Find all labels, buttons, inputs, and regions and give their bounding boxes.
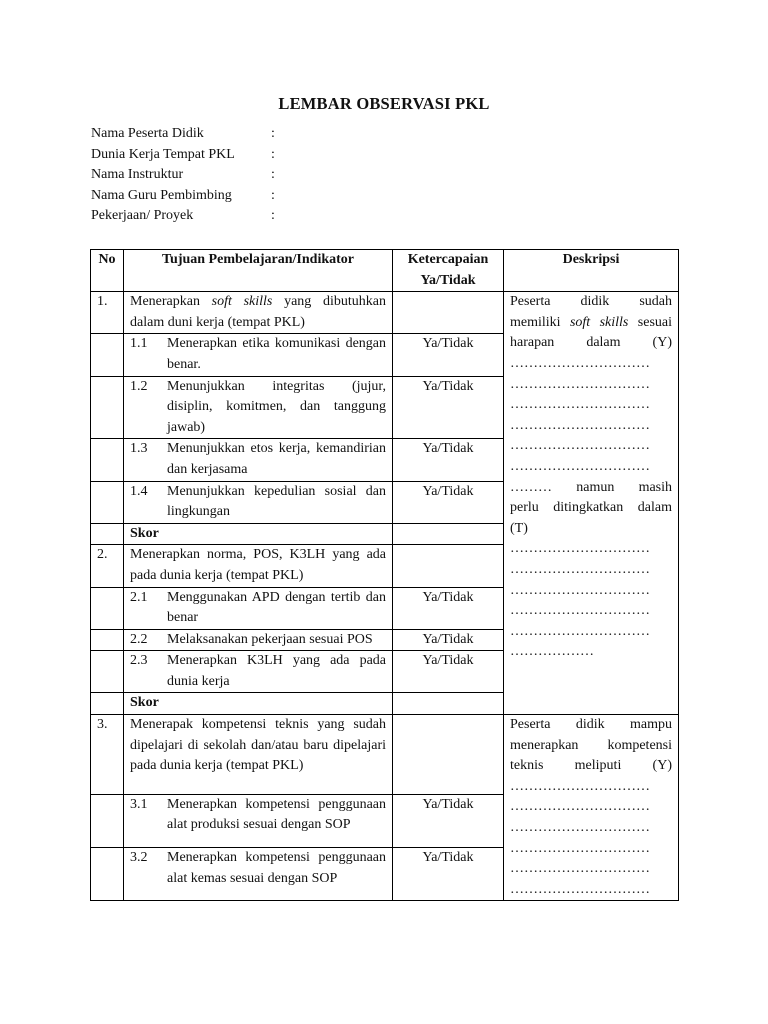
header-deskripsi: Deskripsi: [504, 250, 679, 292]
field-pekerjaan-proyek: [91, 206, 391, 227]
description-text-italic: soft skills: [569, 314, 629, 330]
description-block-1: [504, 292, 679, 715]
field-colon: :: [271, 167, 275, 182]
table-row: [91, 292, 679, 334]
row-number: [91, 523, 124, 545]
dotted-line: …………………………: [510, 603, 650, 619]
indicator-cell: [124, 847, 393, 900]
header-no: No: [91, 250, 124, 292]
table-header-row: [91, 250, 679, 292]
dotted-line: …………………………: [510, 861, 650, 877]
document-title: LEMBAR OBSERVASI PKL: [278, 94, 490, 113]
achievement-cell: [393, 292, 504, 334]
dotted-line: …………………………: [510, 355, 650, 371]
indicator-cell: [124, 376, 393, 439]
indicator-number: 1.2: [130, 378, 148, 394]
row-number: [91, 847, 124, 900]
indicator-number: 2.1: [130, 589, 148, 605]
indicator-number: 1.3: [130, 441, 148, 457]
dotted-line: …………………………: [510, 438, 650, 454]
description-text-part: sesuai: [628, 314, 672, 330]
objective-text-italic: soft skills: [211, 294, 273, 310]
dotted-line: …………………………: [510, 561, 650, 577]
field-guru-pembimbing: [91, 186, 391, 207]
objective-text-part: Menerapkan: [130, 294, 212, 310]
objective-text: [124, 292, 393, 334]
dotted-line: …………………………: [510, 376, 650, 392]
row-number: [91, 651, 124, 693]
observation-table: [90, 249, 679, 901]
row-number: [91, 376, 124, 439]
dotted-line: …………………………: [510, 799, 650, 815]
dotted-line: …………………………: [510, 458, 650, 474]
field-nama-instruktur: [91, 165, 391, 186]
dotted-line: ………………: [510, 644, 594, 660]
indicator-text: Menunjukkan integritas (jujur, disiplin, komitmen, dan tanggung jawab): [167, 378, 386, 435]
dotted-line: …………………………: [510, 778, 650, 794]
indicator-text: Menunjukkan etos kerja, kemandirian dan kerjasama: [167, 441, 386, 477]
objective-text: Menerapkan norma, POS, K3LH yang ada pada dunia kerja (tempat PKL): [124, 545, 393, 587]
indicator-cell: [124, 651, 393, 693]
score-value-cell: [393, 523, 504, 545]
dotted-line: …………………………: [510, 541, 650, 557]
indicator-number: 3.2: [130, 849, 148, 865]
row-number: [91, 629, 124, 651]
dotted-line: …………………………: [510, 881, 650, 897]
row-number: [91, 481, 124, 523]
indicator-text: Menerapkan K3LH yang ada pada dunia kerja: [167, 653, 386, 689]
achievement-value: Ya/Tidak: [393, 629, 504, 651]
indicator-number: 1.4: [130, 483, 148, 499]
score-label: Skor: [124, 523, 393, 545]
dotted-line: …………………………: [510, 582, 650, 598]
field-label: Pekerjaan/ Proyek: [91, 208, 194, 223]
indicator-text: Menerapkan etika komunikasi dengan benar.: [167, 336, 386, 372]
field-colon: :: [271, 208, 275, 223]
description-line: harapan dalam (Y): [510, 335, 672, 351]
field-colon: :: [271, 187, 275, 203]
indicator-number: 2.2: [130, 631, 148, 647]
field-colon: :: [271, 126, 275, 141]
achievement-value: Ya/Tidak: [393, 587, 504, 629]
description-line: teknis meliputi (Y): [510, 758, 672, 774]
indicator-cell: [124, 629, 393, 651]
row-number: 1.: [91, 292, 124, 334]
field-label: Dunia Kerja Tempat PKL: [91, 146, 235, 162]
description-text-part: memiliki: [510, 314, 570, 330]
field-label: Nama Peserta Didik: [91, 126, 204, 141]
row-number: [91, 587, 124, 629]
field-colon: :: [271, 146, 275, 162]
description-line: Peserta didik mampu: [510, 717, 672, 733]
field-label: Nama Instruktur: [91, 167, 184, 182]
description-line: perlu ditingkatkan dalam: [510, 500, 672, 516]
score-label: Skor: [124, 693, 393, 715]
description-line: Peserta didik sudah: [510, 294, 672, 310]
achievement-value: Ya/Tidak: [393, 847, 504, 900]
row-number: [91, 334, 124, 376]
score-value-cell: [393, 693, 504, 715]
achievement-value: Ya/Tidak: [393, 794, 504, 847]
header-tujuan: Tujuan Pembelajaran/Indikator: [124, 250, 393, 292]
achievement-cell: [393, 715, 504, 794]
table-row: [91, 715, 679, 794]
field-dunia-kerja: [91, 145, 391, 166]
row-number: 2.: [91, 545, 124, 587]
indicator-text: Melaksanakan pekerjaan sesuai POS: [167, 631, 373, 647]
indicator-number: 1.1: [130, 336, 148, 352]
dotted-fragment: ………: [510, 479, 552, 495]
description-line: menerapkan kompetensi: [510, 737, 672, 753]
row-number: 3.: [91, 715, 124, 794]
description-line: [510, 478, 672, 499]
indicator-cell: [124, 481, 393, 523]
field-label: Nama Guru Pembimbing: [91, 187, 232, 203]
row-number: [91, 693, 124, 715]
achievement-cell: [393, 545, 504, 587]
achievement-value: Ya/Tidak: [393, 651, 504, 693]
indicator-text: Menggunakan APD dengan tertib dan benar: [167, 589, 386, 626]
row-number: [91, 439, 124, 481]
description-line: [510, 313, 672, 334]
achievement-value: Ya/Tidak: [393, 439, 504, 481]
indicator-cell: [124, 334, 393, 376]
achievement-value: Ya/Tidak: [393, 334, 504, 376]
objective-text-part: yang dibutuhkan dalam duni kerja (tempat PKL): [130, 294, 386, 330]
description-block-2: [504, 715, 679, 901]
indicator-cell: [124, 587, 393, 629]
achievement-value: Ya/Tidak: [393, 481, 504, 523]
identity-fields: [91, 124, 391, 227]
indicator-text: Menunjukkan kepedulian sosial dan lingkungan: [167, 483, 386, 520]
dotted-line: …………………………: [510, 397, 650, 413]
objective-text: Menerapak kompetensi teknis yang sudah dipelajari di sekolah dan/atau baru dipelajari pada dunia kerja (tempat PKL): [124, 715, 393, 794]
achievement-value: Ya/Tidak: [393, 376, 504, 439]
indicator-cell: [124, 794, 393, 847]
description-text-part: namun masih: [576, 479, 673, 495]
indicator-text: Menerapkan kompetensi penggunaan alat kemas sesuai dengan SOP: [167, 849, 386, 886]
dotted-line: …………………………: [510, 417, 650, 433]
dotted-line: …………………………: [510, 820, 650, 836]
indicator-number: 3.1: [130, 796, 148, 812]
indicator-number: 2.3: [130, 653, 148, 669]
header-ketercapaian: Ketercapaian Ya/Tidak: [393, 250, 504, 292]
field-nama-peserta: [91, 124, 391, 145]
dotted-line: …………………………: [510, 840, 650, 856]
indicator-text: Menerapkan kompetensi penggunaan alat produksi sesuai dengan SOP: [167, 796, 386, 833]
description-line: (T): [510, 520, 528, 536]
indicator-cell: [124, 439, 393, 481]
dotted-line: …………………………: [510, 623, 650, 639]
row-number: [91, 794, 124, 847]
